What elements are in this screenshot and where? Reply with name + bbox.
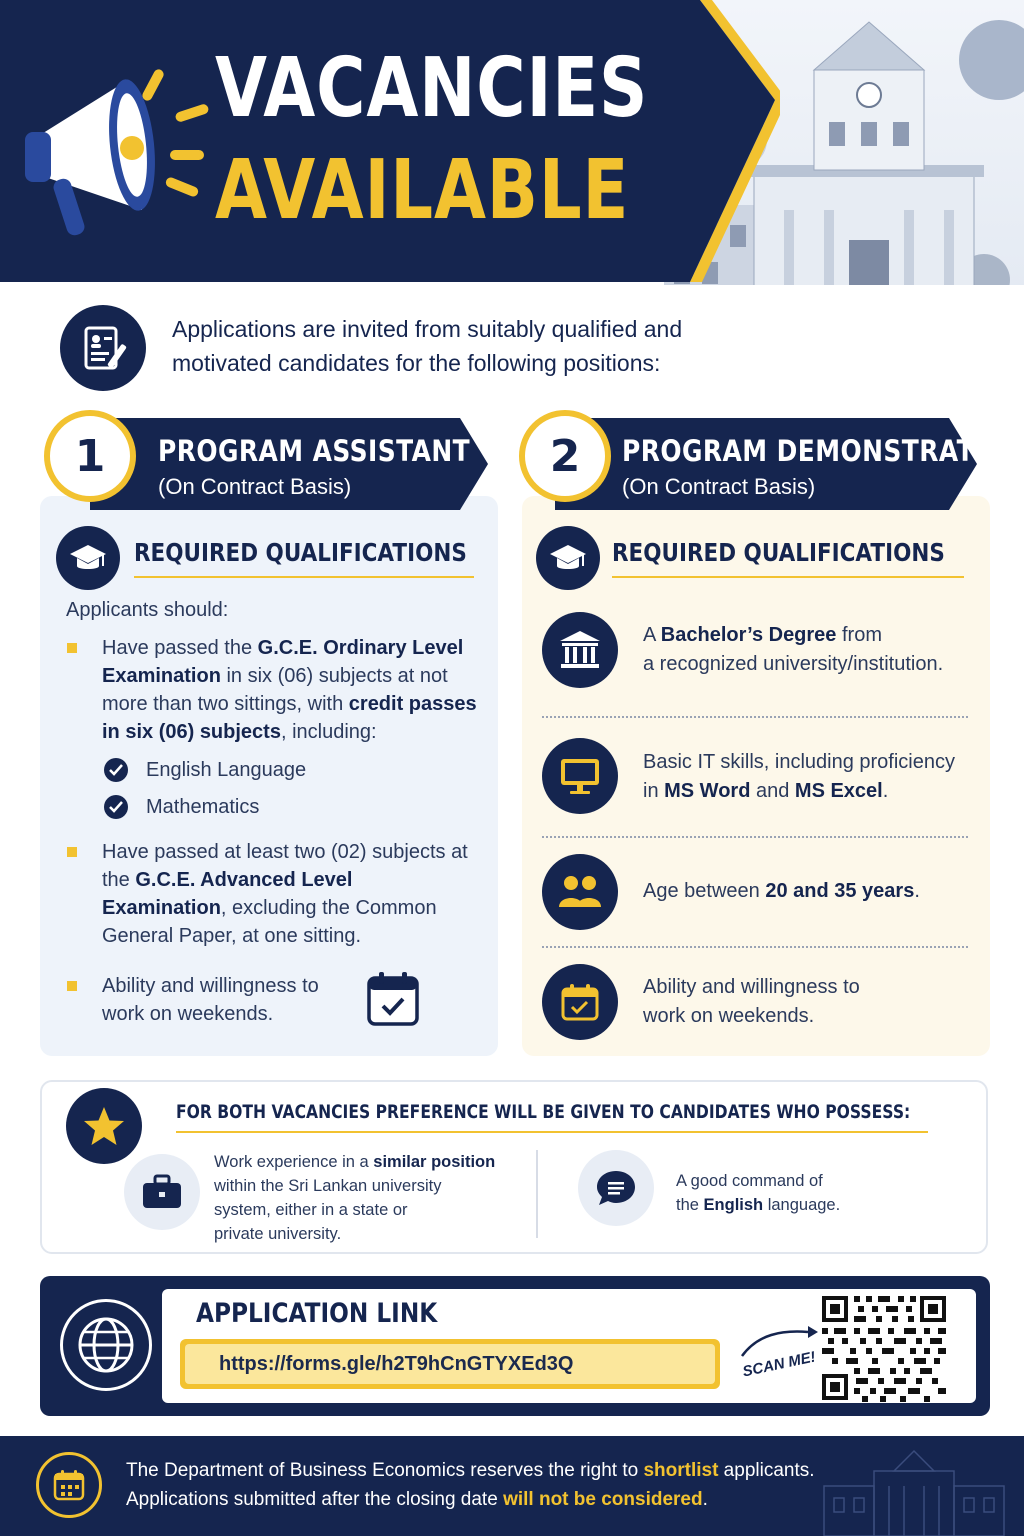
footer-line2: Applications submitted after the closing date will not be considered. [126, 1489, 708, 1510]
hero-header [0, 0, 1024, 285]
qualification-item-weekends: Ability and willingness to work on weekends. [102, 975, 319, 1025]
position-2-number: 2 [519, 410, 611, 502]
check-circle-icon [104, 795, 128, 819]
demonstrator-weekends: Ability and willingness to work on weekends. [643, 976, 860, 1027]
check-circle-icon [104, 758, 128, 782]
application-form-icon [60, 305, 146, 391]
dotted-divider [542, 716, 968, 718]
university-building-icon [542, 612, 618, 688]
bullet [67, 981, 77, 991]
scan-me-label: SCAN ME! [741, 1348, 818, 1381]
calendar-icon [36, 1452, 102, 1518]
bullet [67, 847, 77, 857]
position-1-number: 1 [44, 410, 136, 502]
position-1-title: PROGRAM ASSISTANT [158, 434, 471, 468]
footer-notice [126, 1456, 826, 1514]
preference-work-experience: Work experience in a similar position within the Sri Lankan university system, either in a state or private university. [214, 1153, 496, 1243]
demonstrator-it-skills: Basic IT skills, including proficiency in MS Word and MS Excel. [643, 751, 955, 802]
application-url-field[interactable] [180, 1339, 720, 1389]
applicants-intro: Applicants should: [66, 599, 229, 621]
building-outline-illustration [814, 1446, 1014, 1536]
demonstrator-age: Age between 20 and 35 years. [643, 880, 920, 902]
position-1-subtitle: (On Contract Basis) [158, 474, 352, 499]
chat-bubble-icon [578, 1150, 654, 1226]
subject-english: English Language [146, 759, 307, 781]
people-icon [542, 854, 618, 930]
globe-icon [60, 1299, 152, 1391]
section-underline [134, 576, 474, 578]
preference-english: A good command of the English language. [676, 1172, 841, 1214]
preference-title: FOR BOTH VACANCIES PREFERENCE WILL BE GIVEN TO CANDIDATES WHO POSSESS: [176, 1101, 911, 1123]
dotted-divider [542, 836, 968, 838]
intro-paragraph [172, 312, 772, 380]
position-2-title: PROGRAM DEMONSTRATOR [622, 434, 1016, 468]
graduation-cap-icon [56, 526, 120, 590]
subject-mathematics: Mathematics [146, 796, 260, 818]
calendar-check-icon [542, 964, 618, 1040]
qualification-item-ol: Have passed the G.C.E. Ordinary Level Examination in six (06) subjects at not more than two sittings, with credit passes in six (06) subjects, including: [102, 637, 477, 743]
briefcase-icon [124, 1154, 200, 1230]
computer-monitor-icon [542, 738, 618, 814]
qr-code[interactable] [820, 1294, 948, 1402]
application-url[interactable]: https://forms.gle/h2T9hCnGTYXEd3Q [185, 1344, 715, 1384]
application-link-title: APPLICATION LINK [196, 1298, 438, 1329]
bullet [67, 643, 77, 653]
hero-title-line2: AVAILABLE [215, 143, 630, 238]
position-2-subtitle: (On Contract Basis) [622, 474, 816, 499]
intro-line2: motivated candidates for the following positions: [172, 350, 661, 376]
megaphone-icon [20, 60, 210, 250]
intro-line1: Applications are invited from suitably qualified and [172, 316, 683, 342]
graduation-cap-icon [536, 526, 600, 590]
calendar-check-icon [366, 970, 420, 1033]
position-2-section-title: REQUIRED QUALIFICATIONS [612, 538, 945, 567]
position-1-section-title: REQUIRED QUALIFICATIONS [134, 538, 467, 567]
preference-divider [536, 1150, 538, 1238]
star-icon [66, 1088, 142, 1164]
qualification-item-al: Have passed at least two (02) subjects at the G.C.E. Advanced Level Examination, excluding the Common General Paper, at one sitting. [102, 841, 468, 947]
section-underline [612, 576, 964, 578]
footer-line1: The Department of Business Economics reserves the right to shortlist applicants. [126, 1460, 815, 1481]
preference-underline [176, 1131, 928, 1133]
demonstrator-degree: A Bachelor’s Degree from a recognized university/institution. [643, 624, 944, 675]
hero-title-line1: VACANCIES [215, 41, 649, 136]
dotted-divider [542, 946, 968, 948]
